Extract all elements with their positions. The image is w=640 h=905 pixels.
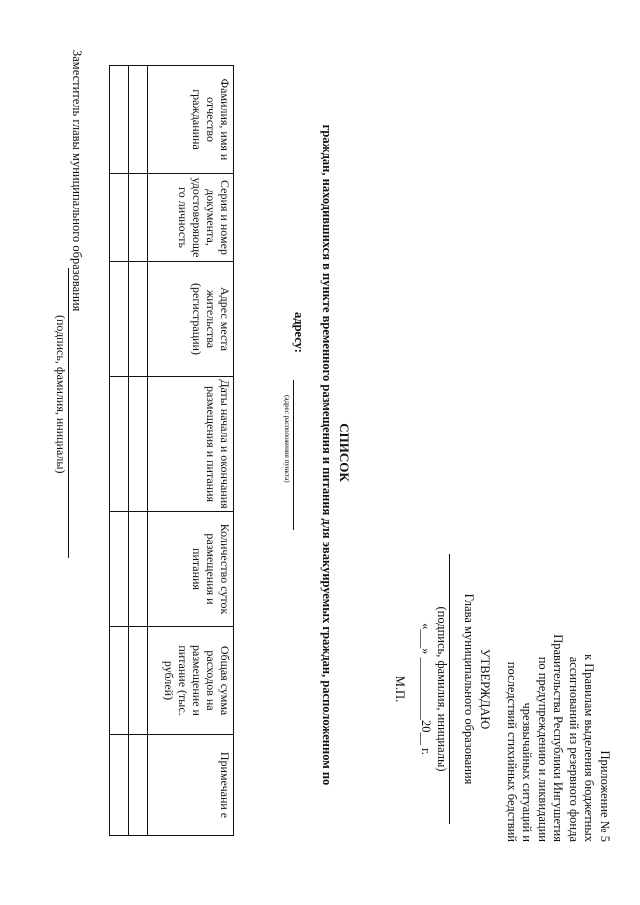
signer-hint: (подпись, фамилия, инициалы) — [54, 315, 68, 474]
table-header-row — [148, 66, 234, 836]
column-header-total-cost: Общая сумма расходов на размещение и питание (тыс. рублей) — [148, 627, 234, 735]
column-header-days-count: Количество суток размещения и питания — [148, 512, 234, 627]
signer-label: Заместитель главы муниципального образования — [70, 50, 84, 312]
appendix-number: Приложение № 5 — [598, 750, 612, 842]
table-cell — [110, 262, 129, 377]
table-cell — [110, 66, 129, 174]
table-cell — [129, 66, 148, 174]
signer-signature-line — [68, 268, 69, 558]
column-header-residence-address: Адрес места жительства (регистрации) — [148, 262, 234, 377]
signature-hint: (подпись, фамилия, инициалы) — [435, 606, 449, 772]
appendix-line: к Правилам выделения бюджетных — [582, 654, 597, 842]
table-row — [110, 66, 129, 836]
document-subtitle: граждан, находившихся в пункте временного размещения и питания для эвакуируемых граждан, расположенном по — [320, 124, 334, 786]
table-cell — [110, 512, 129, 627]
table-cell — [129, 735, 148, 836]
evacuees-table — [109, 65, 234, 836]
table-cell — [110, 377, 129, 512]
stamp-label: М.П. — [393, 675, 407, 703]
table-cell — [129, 377, 148, 512]
column-header-notes: Примечани е — [148, 735, 234, 836]
approval-title: УТВЕРЖДАЮ — [478, 648, 492, 730]
approval-date: «___» __________20__ г. — [419, 623, 434, 755]
signature-line — [449, 554, 450, 824]
column-header-full-name: Фамилия, имя и отчество гражданина — [148, 66, 234, 174]
table-cell — [129, 512, 148, 627]
appendix-reference — [504, 507, 613, 842]
table-cell — [110, 174, 129, 262]
appendix-line: по предупреждению и ликвидации — [536, 656, 550, 842]
document-title: СПИСОК — [337, 423, 352, 482]
column-header-id-document: Серия и номер документа, удостоверяюще го личность — [148, 174, 234, 262]
address-label: адресу: — [292, 312, 306, 353]
table-cell — [110, 627, 129, 735]
column-header-dates: Даты начала и окончания размещения и питания — [148, 377, 234, 512]
appendix-line: последствий стихийных бедствий — [505, 661, 519, 842]
table-cell — [129, 174, 148, 262]
table-cell — [129, 627, 148, 735]
approval-block — [392, 539, 493, 839]
appendix-line: Правительства Республики Ингушетия — [551, 634, 566, 842]
appendix-line: ассигнований из резервного фонда — [567, 656, 581, 842]
table-cell — [129, 262, 148, 377]
address-line — [293, 380, 294, 530]
table-cell — [110, 735, 129, 836]
table-row — [129, 66, 148, 836]
approval-position: Глава муниципального образования — [462, 593, 477, 785]
address-hint: (адрес расположения пункта) — [283, 395, 291, 483]
appendix-line: чрезвычайных ситуаций и — [520, 702, 535, 842]
